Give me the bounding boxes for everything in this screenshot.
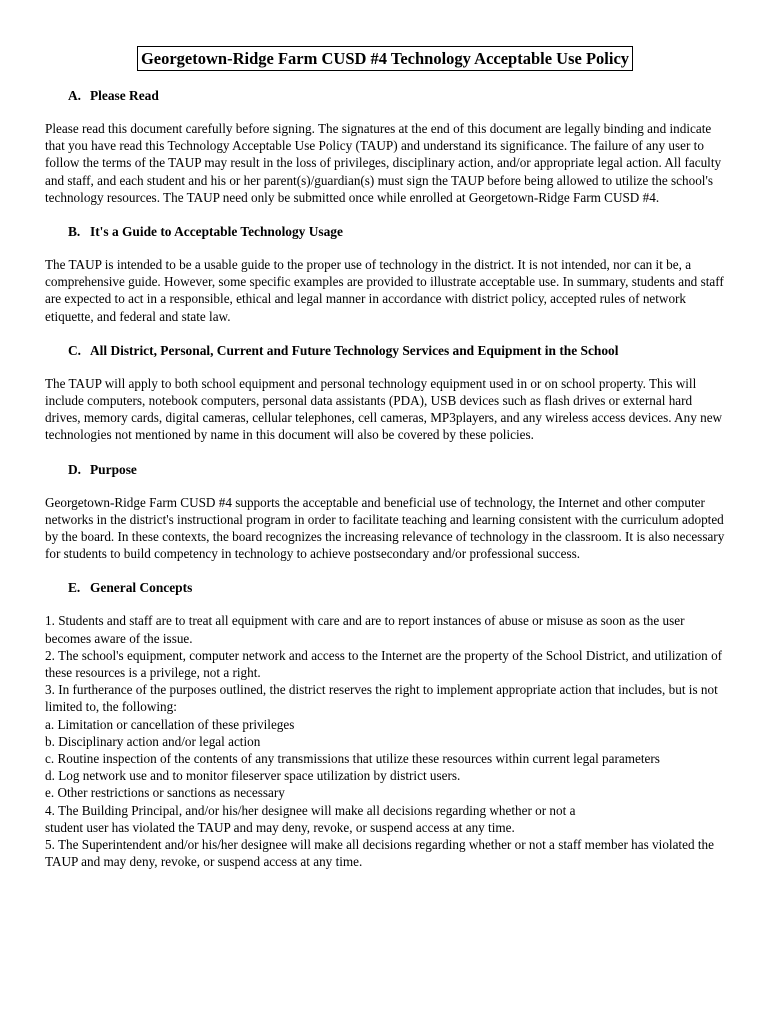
section-heading-d — [68, 461, 725, 478]
section-heading-e — [68, 579, 725, 596]
section-letter: A. — [68, 88, 82, 103]
list-item: 3. In furtherance of the purposes outlined, the district reserves the right to implement appropriate action that includes, but is not limited to, the following: — [45, 682, 718, 715]
general-concepts-list — [45, 612, 725, 870]
list-item: c. Routine inspection of the contents of any transmissions that utilize these resources within current legal parameters — [45, 751, 660, 767]
section-letter: D. — [68, 461, 82, 477]
section-letter: B. — [68, 224, 81, 240]
section-paragraph-b: The TAUP is intended to be a usable guide to the proper use of technology in the district. It is not intended, nor can it be, a comprehensive guide. However, some specific examples are provided to illustrate acceptable use. In summary, students and staff are expected to act in a responsible, ethical and legal manner in accordance with district policy, accepted rules of network etiquette, and federal and state law. — [45, 257, 724, 324]
list-item: 5. The Superintendent and/or his/her designee will make all decisions regarding whether or not a staff member has violated the TAUP and may deny, revoke, or suspend access at any time. — [45, 837, 714, 870]
document-body — [45, 87, 725, 871]
section-paragraph-a: Please read this document carefully before signing. The signatures at the end of this document are legally binding and indicate that you have read this Technology Acceptable Use Policy (TAUP) and understand its significance. The failure of any user to follow the terms of the TAUP may result in the loss of privileges, disciplinary action, and/or appropriate legal action. All faculty and staff, and each student and his or her parent(s)/guardian(s) must sign the TAUP before being allowed to utilize the school's technology resources. The TAUP need only be submitted once while enrolled at Georgetown-Ridge Farm CUSD #4. — [45, 121, 722, 205]
section-letter: E. — [68, 580, 81, 596]
section-heading-b — [68, 223, 725, 240]
section-title: Purpose — [90, 461, 137, 477]
list-item: b. Disciplinary action and/or legal action — [45, 733, 261, 749]
section-paragraph-c: The TAUP will apply to both school equipment and personal technology equipment used in or on school property. This will include computers, notebook computers, personal data assistants (PDA), USB devices such as flash drives or external hard drives, memory cards, digital cameras, cellular telephones, cell cameras, MP3players, and any wireless access devices. Any new technologies not mentioned by name in this document will also be covered by these policies. — [45, 375, 723, 443]
list-item: student user has violated the TAUP and may deny, revoke, or suspend access at any time. — [45, 819, 515, 835]
list-item: 4. The Building Principal, and/or his/her designee will make all decisions regarding whether or not a — [45, 802, 576, 818]
section-title: All District, Personal, Current and Future Technology Services and Equipment in the School — [90, 342, 619, 358]
list-item: d. Log network use and to monitor fileserver space utilization by district users. — [45, 768, 461, 784]
section-heading-a — [68, 87, 725, 104]
list-item: a. Limitation or cancellation of these privileges — [45, 716, 295, 732]
section-heading-c — [68, 342, 725, 359]
page-title: Georgetown-Ridge Farm CUSD #4 Technology Acceptable Use Policy — [137, 46, 633, 71]
section-title: It's a Guide to Acceptable Technology Usage — [90, 224, 343, 240]
list-item: e. Other restrictions or sanctions as necessary — [45, 785, 285, 801]
section-title: General Concepts — [90, 580, 193, 596]
list-item: 1. Students and staff are to treat all equipment with care and are to report instances of abuse or misuse as soon as the user becomes aware of the issue. — [45, 613, 685, 646]
section-title: Please Read — [90, 88, 159, 103]
list-item: 2. The school's equipment, computer network and access to the Internet are the property of the School District, and utilization of these resources is a privilege, not a right. — [45, 647, 723, 681]
title-container — [0, 46, 770, 71]
section-paragraph-d: Georgetown-Ridge Farm CUSD #4 supports the acceptable and beneficial use of technology, the Internet and other computer networks in the district's instructional program in order to facilitate teaching and learning consistent with the curriculum adopted by the board. In these contexts, the board recognizes the increasing relevance of technology in the classroom. It is also necessary for students to build competency in technology to achieve postsecondary and/or professional success. — [45, 494, 725, 562]
section-letter: C. — [68, 342, 82, 358]
